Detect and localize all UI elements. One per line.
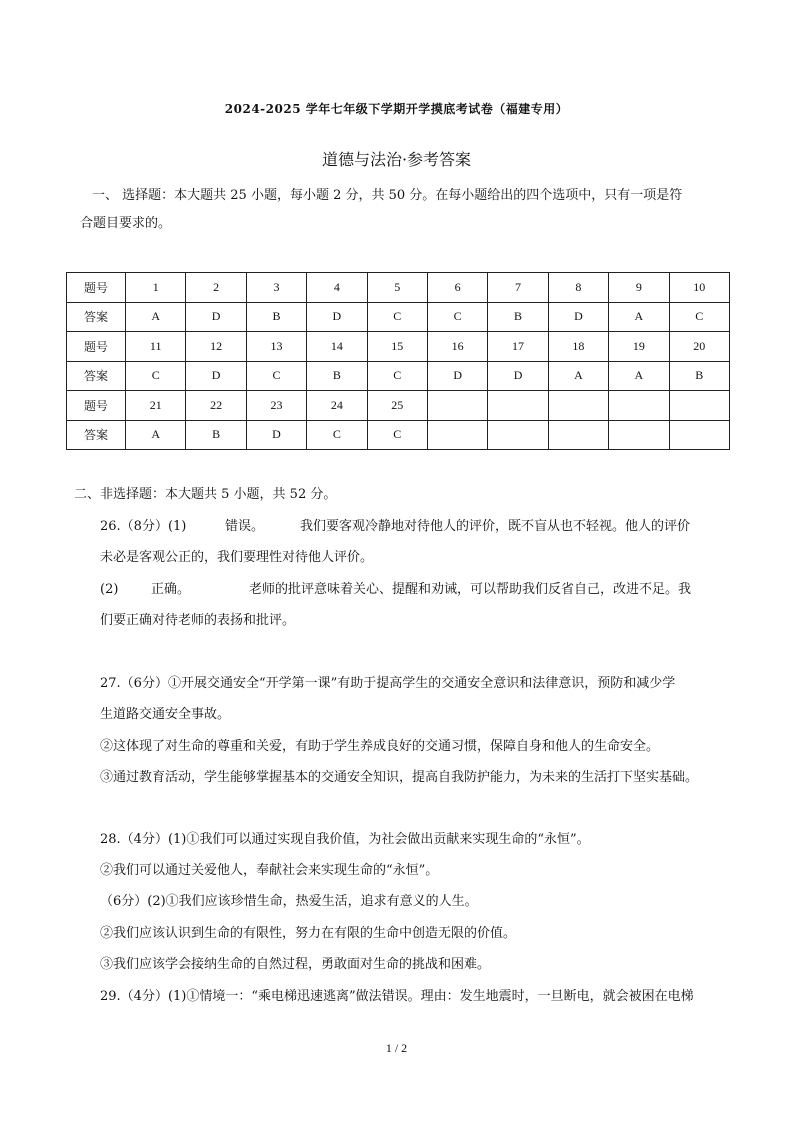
- table-cell: 17: [488, 332, 548, 362]
- table-cell: C: [367, 420, 427, 450]
- row-label: 题号: [67, 391, 126, 421]
- q26-judgement-2: 正确。: [151, 582, 191, 597]
- table-cell: [669, 420, 729, 450]
- q26-prefix: 26.（8分）(1): [100, 519, 187, 534]
- table-cell: D: [186, 302, 246, 332]
- q28-line-5: ③我们应该学会接纳生命的自然过程，勇敢面对生命的挑战和困难。: [100, 957, 491, 972]
- q28-line-4: ②我们应该认识到生命的有限性，努力在有限的生命中创造无限的价值。: [100, 926, 517, 941]
- table-cell: B: [186, 420, 246, 450]
- q28-line-2: ②我们可以通过关爱他人，奉献社会来实现生命的“永恒”。: [100, 863, 439, 878]
- table-cell: B: [246, 302, 306, 332]
- q28-line-3: （6分）(2)①我们应该珍惜生命，热爱生活，追求有意义的人生。: [100, 894, 478, 909]
- table-cell: 19: [609, 332, 669, 362]
- row-label: 题号: [67, 332, 126, 362]
- table-cell: D: [488, 361, 548, 391]
- table-cell: C: [427, 302, 487, 332]
- table-row: [67, 302, 730, 332]
- q26-text-1: 我们要客观冷静地对待他人的评价，既不盲从也不轻视。他人的评价: [300, 519, 691, 534]
- q29-line-1: 29.（4分）(1)①情境一：“乘电梯迅速逃离”做法错误。理由：发生地震时，一旦断电，就会被困在电梯: [100, 989, 694, 1004]
- q27-line-3: ②这体现了对生命的尊重和关爱，有助于学生养成良好的交通习惯，保障自身和他人的生命安全。: [100, 739, 660, 754]
- table-cell: C: [126, 361, 186, 391]
- table-row: [67, 332, 730, 362]
- table-cell: D: [246, 420, 306, 450]
- page-number: 1 / 2: [385, 1041, 408, 1055]
- table-cell: 22: [186, 391, 246, 421]
- table-cell: 23: [246, 391, 306, 421]
- table-cell: 1: [126, 273, 186, 303]
- q26-text-2: 老师的批评意味着关心、提醒和劝诫，可以帮助我们反省自己，改进不足。我: [249, 582, 692, 597]
- table-cell: [548, 391, 608, 421]
- table-cell: 24: [307, 391, 367, 421]
- table-cell: [669, 391, 729, 421]
- q26-line-4: 们要正确对待老师的表扬和批评。: [100, 613, 296, 628]
- page-subtitle: 道德与法治·参考答案: [321, 150, 472, 169]
- q26-line-2: 未必是客观公正的，我们要理性对待他人评价。: [100, 550, 374, 565]
- table-cell: [488, 391, 548, 421]
- table-cell: 11: [126, 332, 186, 362]
- table-cell: 5: [367, 273, 427, 303]
- table-cell: 6: [427, 273, 487, 303]
- section1-instruction-line1: 一、 选择题：本大题共 25 小题，每小题 2 分，共 50 分。在每小题给出的四个选项中，只有一项是符: [92, 188, 683, 203]
- table-cell: 4: [307, 273, 367, 303]
- q26-judgement-1: 错误。: [225, 519, 265, 534]
- section2-heading: 二、非选择题：本大题共 5 小题，共 52 分。: [74, 487, 337, 502]
- row-label: 题号: [67, 273, 126, 303]
- table-cell: D: [307, 302, 367, 332]
- table-cell: 20: [669, 332, 729, 362]
- table-cell: 8: [548, 273, 608, 303]
- table-cell: 14: [307, 332, 367, 362]
- answer-table: [66, 272, 730, 450]
- page-title: 2024-2025 学年七年级下学期开学摸底考试卷（福建专用）: [224, 102, 569, 116]
- table-cell: B: [307, 361, 367, 391]
- table-cell: 13: [246, 332, 306, 362]
- table-cell: [488, 420, 548, 450]
- table-cell: 21: [126, 391, 186, 421]
- q27-line-2: 生道路交通安全事故。: [100, 707, 231, 722]
- table-cell: A: [548, 361, 608, 391]
- table-cell: [427, 391, 487, 421]
- table-cell: 3: [246, 273, 306, 303]
- table-cell: 10: [669, 273, 729, 303]
- table-cell: C: [367, 361, 427, 391]
- table-cell: 12: [186, 332, 246, 362]
- table-cell: [427, 420, 487, 450]
- table-cell: 2: [186, 273, 246, 303]
- table-cell: A: [609, 361, 669, 391]
- table-cell: 7: [488, 273, 548, 303]
- table-cell: 25: [367, 391, 427, 421]
- q28-line-1: 28.（4分）(1)①我们可以通过实现自我价值，为社会做出贡献来实现生命的“永恒”。: [100, 832, 590, 847]
- table-cell: B: [488, 302, 548, 332]
- row-label: 答案: [67, 420, 126, 450]
- table-cell: D: [186, 361, 246, 391]
- table-cell: 9: [609, 273, 669, 303]
- table-cell: C: [367, 302, 427, 332]
- table-cell: A: [126, 302, 186, 332]
- row-label: 答案: [67, 302, 126, 332]
- q27-line-1: 27.（6分）①开展交通安全“开学第一课”有助于提高学生的交通安全意识和法律意识，预防和减少学: [100, 676, 676, 691]
- table-cell: C: [307, 420, 367, 450]
- q27-line-4: ③通过教育活动，学生能够掌握基本的交通安全知识，提高自我防护能力，为未来的生活打下坚实基础。: [100, 770, 699, 785]
- table-cell: C: [246, 361, 306, 391]
- table-cell: A: [609, 302, 669, 332]
- table-row: [67, 420, 730, 450]
- table-cell: D: [548, 302, 608, 332]
- table-cell: C: [669, 302, 729, 332]
- table-row: [67, 391, 730, 421]
- table-row: [67, 273, 730, 303]
- q26-prefix-2: (2): [100, 582, 119, 597]
- table-cell: [609, 420, 669, 450]
- table-cell: [609, 391, 669, 421]
- table-cell: [548, 420, 608, 450]
- table-cell: B: [669, 361, 729, 391]
- table-cell: 16: [427, 332, 487, 362]
- table-cell: 15: [367, 332, 427, 362]
- table-cell: D: [427, 361, 487, 391]
- table-row: [67, 361, 730, 391]
- table-cell: A: [126, 420, 186, 450]
- section1-instruction-line2: 合题目要求的。: [80, 216, 172, 231]
- row-label: 答案: [67, 361, 126, 391]
- table-cell: 18: [548, 332, 608, 362]
